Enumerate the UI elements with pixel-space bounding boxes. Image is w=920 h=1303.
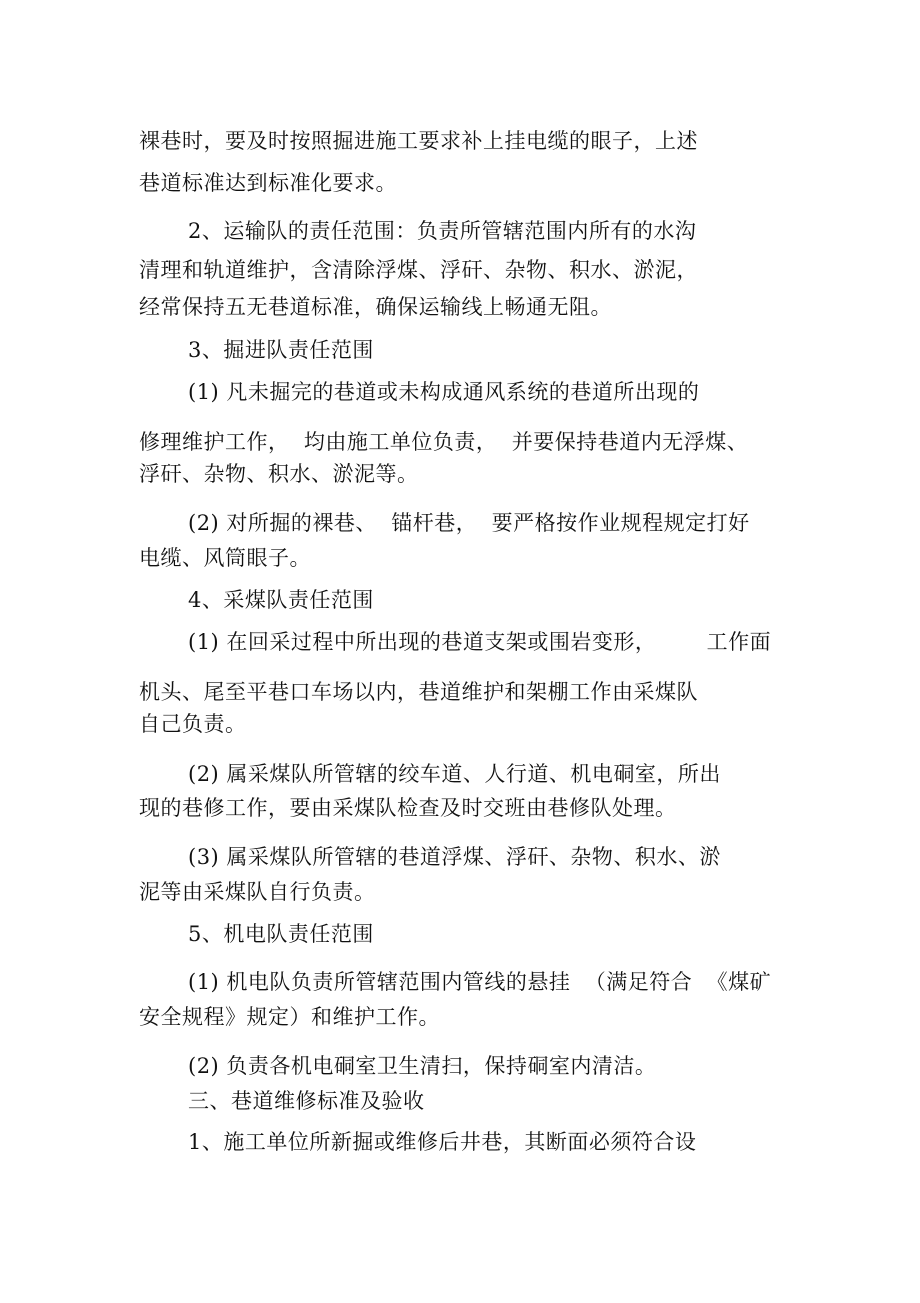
text-line: 巷道标准达到标准化要求。 xyxy=(139,171,397,195)
text-line: 机头、尾至平巷口车场以内，巷道维护和架棚工作由采煤队 xyxy=(139,680,698,704)
text-line: 经常保持五无巷道标准，确保运输线上畅通无阻。 xyxy=(139,295,612,319)
list-item: (3) 属采煤队所管辖的巷道浮煤、浮矸、杂物、积水、淤 xyxy=(188,845,721,869)
list-item: (1) 凡未掘完的巷道或未构成通风系统的巷道所出现的 xyxy=(188,380,700,404)
list-item: (1) 机电队负责所管辖范围内管线的悬挂 （满足符合 《煤矿 xyxy=(188,970,772,994)
text-line: 电缆、风筒眼子。 xyxy=(139,546,311,570)
list-item: (2) 负责各机电硐室卫生清扫，保持硐室内清洁。 xyxy=(188,1054,657,1078)
section-heading: 4、采煤队责任范围 xyxy=(188,588,374,612)
text-line: 现的巷修工作，要由采煤队检查及时交班由巷修队处理。 xyxy=(139,796,677,820)
text-line: 裸巷时，要及时按照掘进施工要求补上挂电缆的眼子，上述 xyxy=(139,129,698,153)
text-line: 修理维护工作， 均由施工单位负责， 并要保持巷道内无浮煤、 xyxy=(139,430,749,454)
section-heading: 3、掘进队责任范围 xyxy=(188,338,374,362)
section-heading: 2、运输队的责任范围：负责所管辖范围内所有的水沟 xyxy=(188,219,697,243)
text-line: 泥等由采煤队自行负责。 xyxy=(139,880,376,904)
section-heading: 5、机电队责任范围 xyxy=(188,922,374,946)
list-item: (2) 对所掘的裸巷、 锚杆巷， 要严格按作业规程规定打好 xyxy=(188,511,750,535)
text-line: 浮矸、杂物、积水、淤泥等。 xyxy=(139,462,419,486)
section-heading: 1、施工单位所新掘或维修后井巷，其断面必须符合设 xyxy=(188,1130,697,1154)
text-line: 清理和轨道维护，含清除浮煤、浮矸、杂物、积水、淤泥， xyxy=(139,258,698,282)
list-item: (2) 属采煤队所管辖的绞车道、人行道、机电硐室，所出 xyxy=(188,762,721,786)
text-line: 自己负责。 xyxy=(139,712,247,736)
section-heading: 三、巷道维修标准及验收 xyxy=(188,1089,425,1113)
text-line: 安全规程》规定）和维护工作。 xyxy=(139,1005,440,1029)
list-item: (1) 在回采过程中所出现的巷道支架或围岩变形， 工作面 xyxy=(188,630,772,654)
